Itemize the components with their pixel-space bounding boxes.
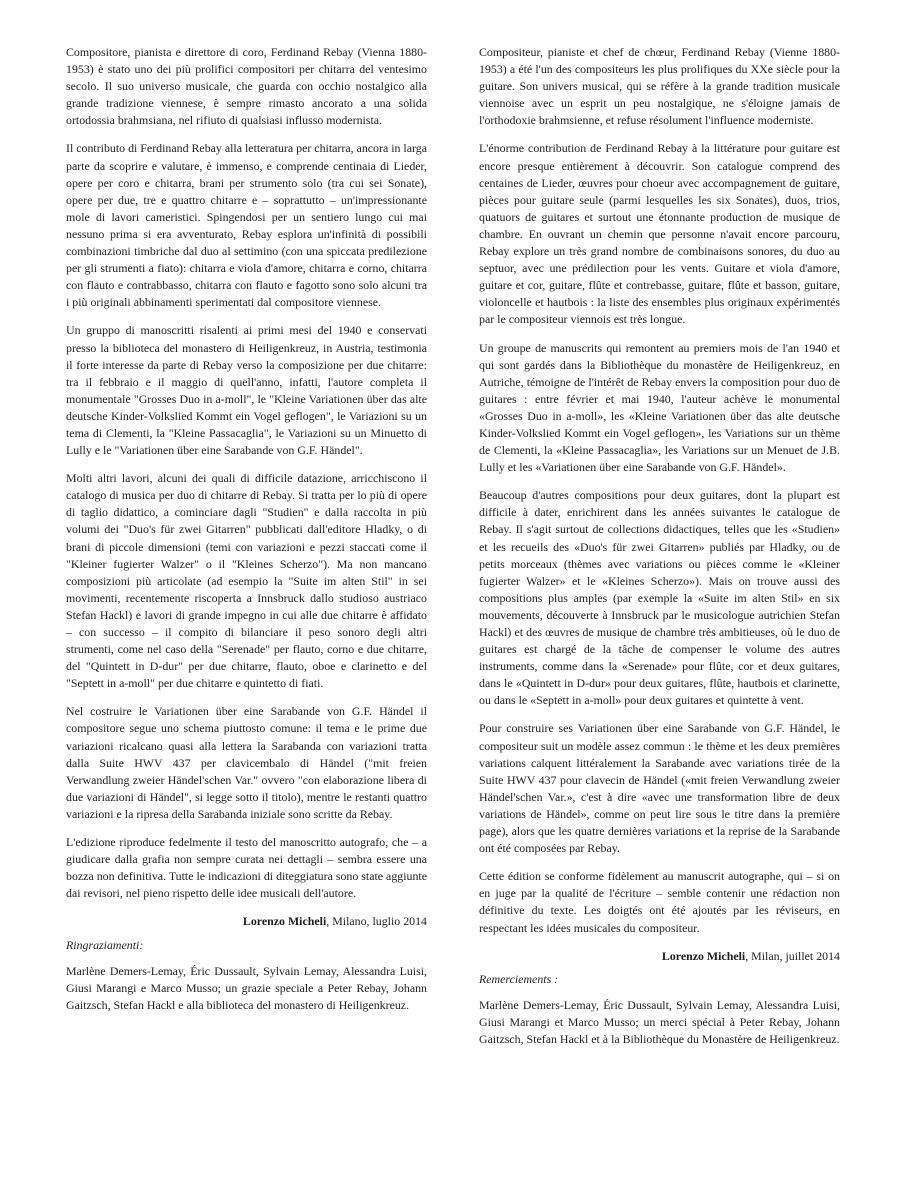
french-signature-place: , Milan, juillet 2014 [745, 948, 840, 963]
french-signature-name: Lorenzo Micheli [661, 948, 746, 963]
french-paragraph-4: Beaucoup d'autres compositions pour deux guitares, dont la plupart est difficile à dater, enrichirent dans les années suivantes le catalogue de Rebay. Il s'agit surtout de collections didactiques, telles que les «Studien» et les recueils des «Duo's für zwei Gitarren» publiés par Hladky, ou de petits morceaux (thèmes avec variations ou pièces comme le «Kleiner fugierter Walzer» et le «Kleines Scherzo»). Mais on trouve aussi des compositions plus amples (par exemple la «Suite im alten Stil» en six mouvements, découverte à Innsbruck par le musicologue autrichien Stefan Hackl) et des œuvres de musique de chambre très ambitieuses, où le duo de guitares est chargé de la tâche de compenser le volume des autres instruments, comme dans la «Serenade» pour flûte, cor et deux guitares, dans le «Quintett in D-dur» pour deux guitares, flûte, hautbois et clarinette, ou dans le «Septett in a-moll» pour deux guitares et quintette à vent. [479, 488, 840, 708]
italian-paragraph-6: L'edizione riproduce fedelmente il testo del manoscritto autografo, che – a giudicare dalla grafia non sempre curata nei dettagli – sembra essere una bozza non definitiva. Tutte le indicazioni di diteggiatura sono state aggiunte dai revisori, nel pieno rispetto delle idee musicali dell'autore. [66, 835, 427, 901]
italian-paragraph-1: Compositore, pianista e direttore di coro, Ferdinand Rebay (Vienna 1880-1953) è stato uno dei più prolifici compositori per chitarra del ventesimo secolo. Il suo universo musicale, che guarda con occhio nostalgico alla grande tradizione viennese, è sempre rimasto ancorato a una solida ortodossia brahmsiana, nel rifiuto di qualsiasi influsso modernista. [66, 45, 427, 128]
italian-signature-name: Lorenzo Micheli [242, 914, 327, 929]
italian-signature [66, 913, 427, 930]
french-paragraph-5: Pour construire ses Variationen über eine Sarabande von G.F. Händel, le compositeur suit un modèle assez commun : le thème et les deux premières variations calquent littéralement la Sarabande avec variations tirée de la Suite HWV 437 pour clavecin de Händel («mit freien Verwandlung zweier Händel'schen Var.», c'est à dire «avec une transformation libre de deux variations de Händel», comme on peut lire sous le titre dans la première page), alors que les quatre dernières variations et la reprise de la Sarabande ont été composées par Rebay. [479, 721, 840, 856]
italian-signature-place: , Milano, luglio 2014 [326, 914, 427, 929]
french-paragraph-6: Cette édition se conforme fidèlement au manuscrit autographe, qui – si on en juge par la qualité de l'écriture – semble contenir une rédaction non définitive du texte. Les doigtés ont été ajoutés par les réviseurs, en respectant les idées musicales du compositeur. [479, 869, 840, 935]
french-paragraph-2: L'énorme contribution de Ferdinand Rebay à la littérature pour guitare est encore presque entièrement à découvrir. Son catalogue comprend des centaines de Lieder, œuvres pour choeur avec accompagnement de guitare, pièces pour guitare seule (parmi lesquelles les six Sonates), duos, trios, quatuors de guitares et surtout une étonnante production de musique de chambre. En ouvrant un chemin que personne n'avait encore parcouru, Rebay explore un très grand nombre de combinaisons sonores, du duo au septuor, avec une prédilection pour les vents. Guitare et viola d'amore, guitare et cor, guitare, flûte et contrebasse, guitare, flûte et basson, guitare, violoncelle et hautbois : la liste des ensembles plus originaux expérimentés par le compositeur viennois est très longue. [479, 141, 840, 327]
french-column [473, 44, 840, 1200]
italian-paragraph-2: Il contributo di Ferdinand Rebay alla letteratura per chitarra, ancora in larga parte da scoprire e valutare, è immenso, e comprende centinaia di Lieder, opere per coro e chitarra, brani per strumento solo (tra cui sei Sonate), opere per due, tre e quattro chitarre e – soprattutto – un'impressionante mole di lavori cameristici. Spingendosi per un sentiero lungo cui mai nessuno prima si era avventurato, Rebay esplora un'infinità di possibili combinazioni timbriche dal duo al settimino (con una spiccata predilezione per gli strumenti a fiato): chitarra e viola d'amore, chitarra e corno, chitarra con flauto e contrabbasso, chitarra con flauto e fagotto sono solo alcuni tra i più originali abbinamenti sperimentati dal compositore viennese. [66, 141, 427, 310]
french-signature [479, 948, 840, 965]
french-ack-text: Marlène Demers-Lemay, Éric Dussault, Sylvain Lemay, Alessandra Luisi, Giusi Marangi et Marco Musso; un merci spécial à Peter Rebay, Johann Gaitzsch, Stefan Hackl et à la Bibliothèque du Monastère de Heiligenkreuz. [479, 997, 840, 1046]
italian-paragraph-4: Molti altri lavori, alcuni dei quali di difficile datazione, arricchiscono il catalogo di musica per duo di chitarre di Rebay. Si tratta per lo più di opere di taglio didattico, a cominciare dagli "Studien" e dalla raccolta in più volumi dei "Duo's für zwei Gitarren" pubblicati dall'editore Hladky, o di brani di piccole dimensioni (temi con variazioni e pezzi staccati come il "Kleiner fugierter Walzer" o il "Kleines Scherzo"). Ma non mancano composizioni più articolate (ad esempio la "Suite im alten Stil" in sei movimenti, recentemente riscoperta a Innsbruck dallo studioso austriaco Stefan Hackl) e lavori di grande impegno in cui alle due chitarre è affidato – con successo – il compito di bilanciare il peso sonoro degli altri strumenti, come nel caso della "Serenade" per flauto, corno e due chitarre, del "Quintett in D-dur" per due chitarre, flauto, oboe e clarinetto e del "Septett in a-moll" per due chitarre e quintetto di fiati. [66, 471, 427, 691]
italian-ack-heading: Ringraziamenti: [66, 937, 144, 952]
italian-paragraph-5: Nel costruire le Variationen über eine Sarabande von G.F. Händel il compositore segue uno schema piuttosto comune: il tema e le prime due variazioni ricalcano quasi alla lettera la Sarabanda con variazioni tratta dalla Suite HWV 437 per clavicembalo di Händel ("mit freien Verwandlung zweier Händel'schen Var." ovvero "con elaborazione libera di due variazioni di Händel", si legge sotto il titolo), mentre le restanti quattro variazioni e la ripresa della Sarabanda iniziale sono scritte da Rebay. [66, 704, 427, 821]
french-paragraph-3: Un groupe de manuscrits qui remontent au premiers mois de l'an 1940 et qui sont gardés dans la Bibliothèque du monastère de Heiligenkreuz, en Autriche, témoigne de l'intérêt de Rebay envers la composition pour duo de guitares : entre février et mai 1940, l'auteur achève le monumental «Grosses Duo in a-moll», les «Kleine Variationen über das alte deutsche Kinder-Volkslied Kommt ein Vogel geflogen», les Variations sur un thème de Clementi, la «Kleine Passacaglia», les Variations sur un Menuet de J.B. Lully et les «Variationen über eine Sarabande von G.F. Händel». [479, 340, 840, 475]
italian-column [66, 44, 427, 1200]
french-paragraph-1: Compositeur, pianiste et chef de chœur, Ferdinand Rebay (Vienne 1880-1953) a été l'un des compositeurs les plus prolifiques du XXe siècle pour la guitare. Son univers musical, qui se réfère à la grande tradition musicale viennoise avec un esprit un peu nostalgique, ne s'éloigne jamais de l'orthodoxie brahmsienne, et refuse résolument l'influence moderniste. [479, 45, 840, 128]
italian-ack-text: Marlène Demers-Lemay, Éric Dussault, Sylvain Lemay, Alessandra Luisi, Giusi Marangi e Marco Musso; un grazie speciale a Peter Rebay, Johann Gaitzsch, Stefan Hackl e alla biblioteca del monastero di Heiligenkreuz. [66, 963, 427, 1012]
french-ack-heading: Remerciements : [479, 971, 559, 986]
italian-paragraph-3: Un gruppo di manoscritti risalenti ai primi mesi del 1940 e conservati presso la biblioteca del monastero di Heiligenkreuz, in Austria, testimonia il forte interesse da parte di Rebay verso la composizione per due chitarre: tra il febbraio e il maggio di quell'anno, infatti, l'autore completa il monumentale "Grosses Duo in a-moll", le "Kleine Variationen über das alte deutsche Kinder-Volkslied Kommt ein Vogel geflogen", le Variazioni su un tema di Clementi, la "Kleine Passacaglia", le Variazioni su un Minuetto di Lully e le "Variationen über eine Sarabande von G.F. Händel". [66, 323, 427, 458]
